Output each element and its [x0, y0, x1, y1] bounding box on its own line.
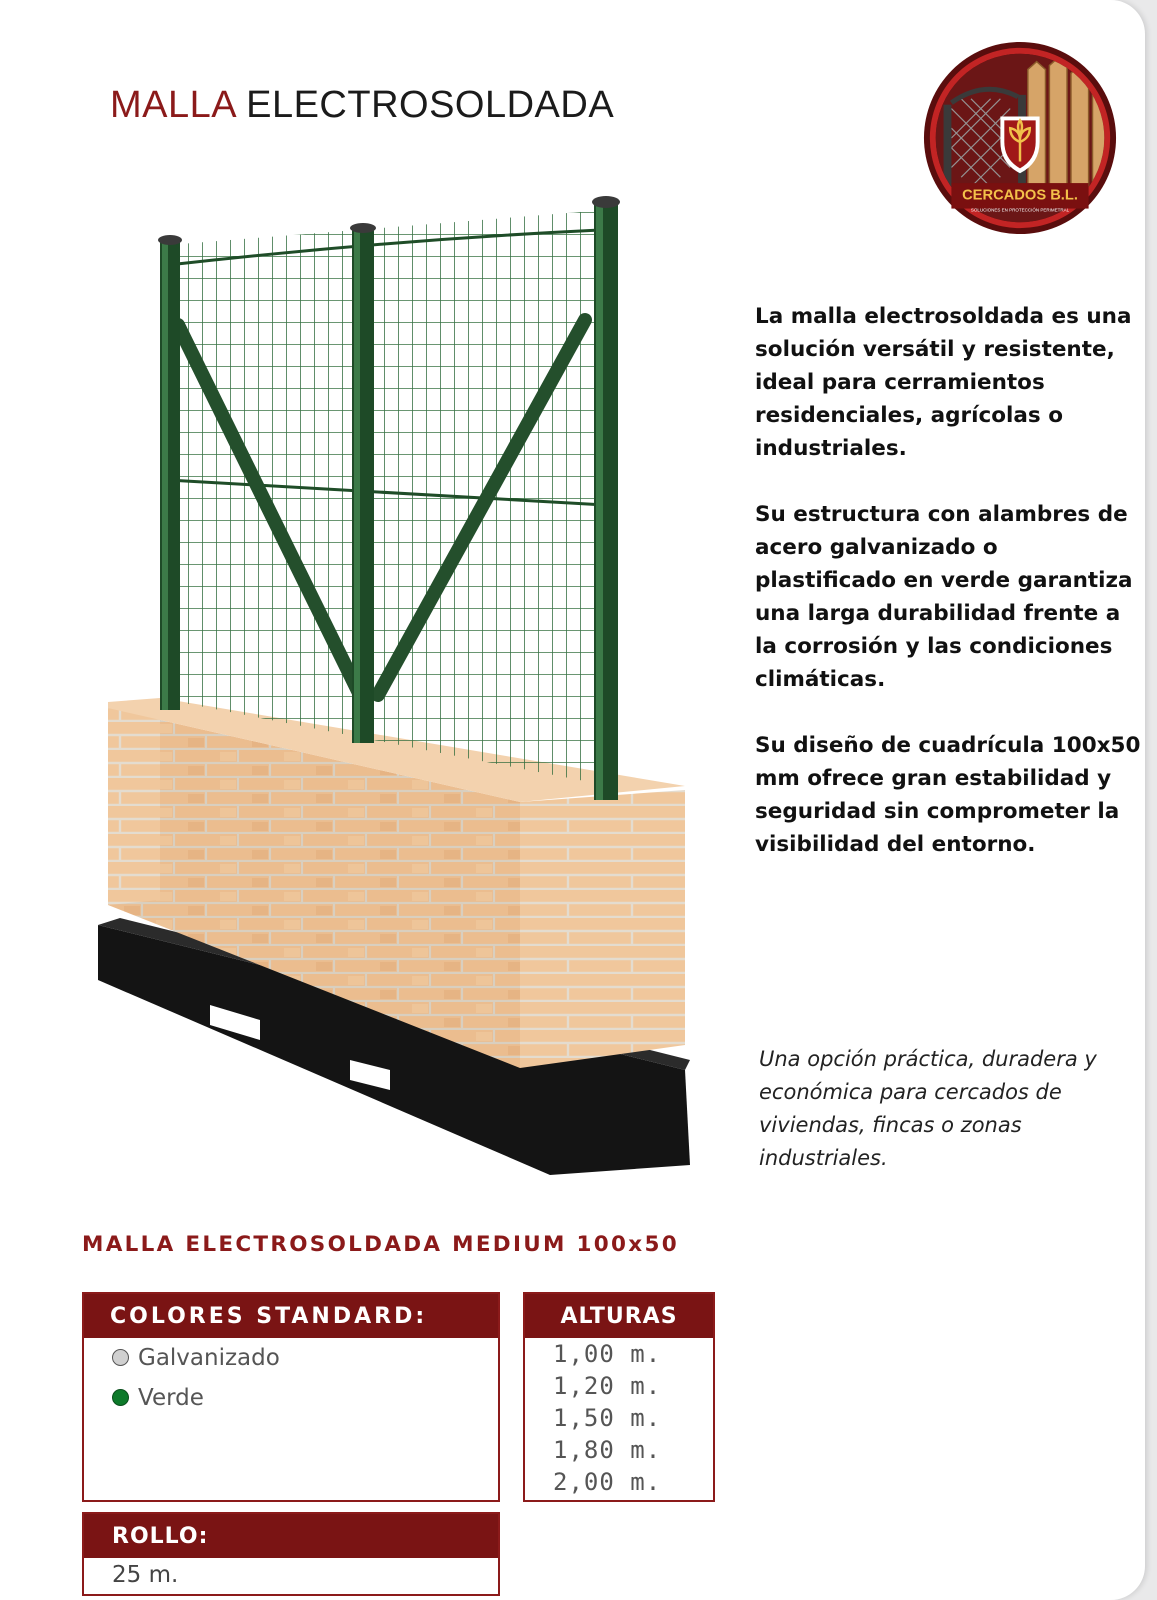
height-value: 1,20 m.	[553, 1372, 662, 1400]
colors-header: COLORES STANDARD:	[84, 1294, 498, 1338]
logo-brand-text: CERCADOS B.L.	[962, 187, 1078, 204]
color-option-verde	[84, 1378, 498, 1418]
roll-header: ROLLO:	[84, 1514, 498, 1558]
galvanizado-swatch-icon	[112, 1349, 129, 1366]
description-paragraph: Su estructura con alambres de acero galvanizado o plastificado en verde garantiza una larga durabilidad frente a la corrosión y las condiciones climáticas.	[755, 502, 1133, 692]
verde-swatch-icon	[112, 1389, 129, 1406]
heights-table	[523, 1292, 715, 1502]
roll-value: 25 m.	[112, 1562, 179, 1588]
product-name: MALLA ELECTROSOLDADA MEDIUM 100x50	[82, 1232, 679, 1257]
description-paragraph: Su diseño de cuadrícula 100x50 mm ofrece gran estabilidad y seguridad sin comprometer la visibilidad del entorno.	[755, 733, 1141, 857]
page-title-accent: MALLA	[110, 84, 236, 126]
roll-table	[82, 1512, 500, 1596]
color-label: Verde	[138, 1385, 204, 1411]
height-value: 1,50 m.	[553, 1404, 662, 1432]
height-value: 2,00 m.	[553, 1468, 662, 1496]
height-value: 1,00 m.	[553, 1340, 662, 1368]
description-paragraph: La malla electrosoldada es una solución versátil y resistente, ideal para cerramientos residenciales, agrícolas o industriales.	[755, 304, 1132, 461]
company-logo	[922, 40, 1118, 236]
fence-product-image	[90, 190, 730, 1210]
product-tagline: Una opción práctica, duradera y económica para cercados de viviendas, fincas o zonas industriales.	[759, 1047, 1097, 1170]
color-option-galvanizado	[84, 1338, 498, 1378]
page-title-rest: ELECTROSOLDADA	[246, 84, 615, 126]
logo-tagline-text: SOLUCIONES EN PROTECCIÓN PERIMETRAL	[970, 207, 1070, 213]
page-title	[110, 84, 614, 127]
color-label: Galvanizado	[138, 1345, 280, 1371]
product-description	[755, 300, 1145, 894]
heights-header: ALTURAS	[525, 1294, 713, 1338]
colors-table	[82, 1292, 500, 1502]
height-value: 1,80 m.	[553, 1436, 662, 1464]
